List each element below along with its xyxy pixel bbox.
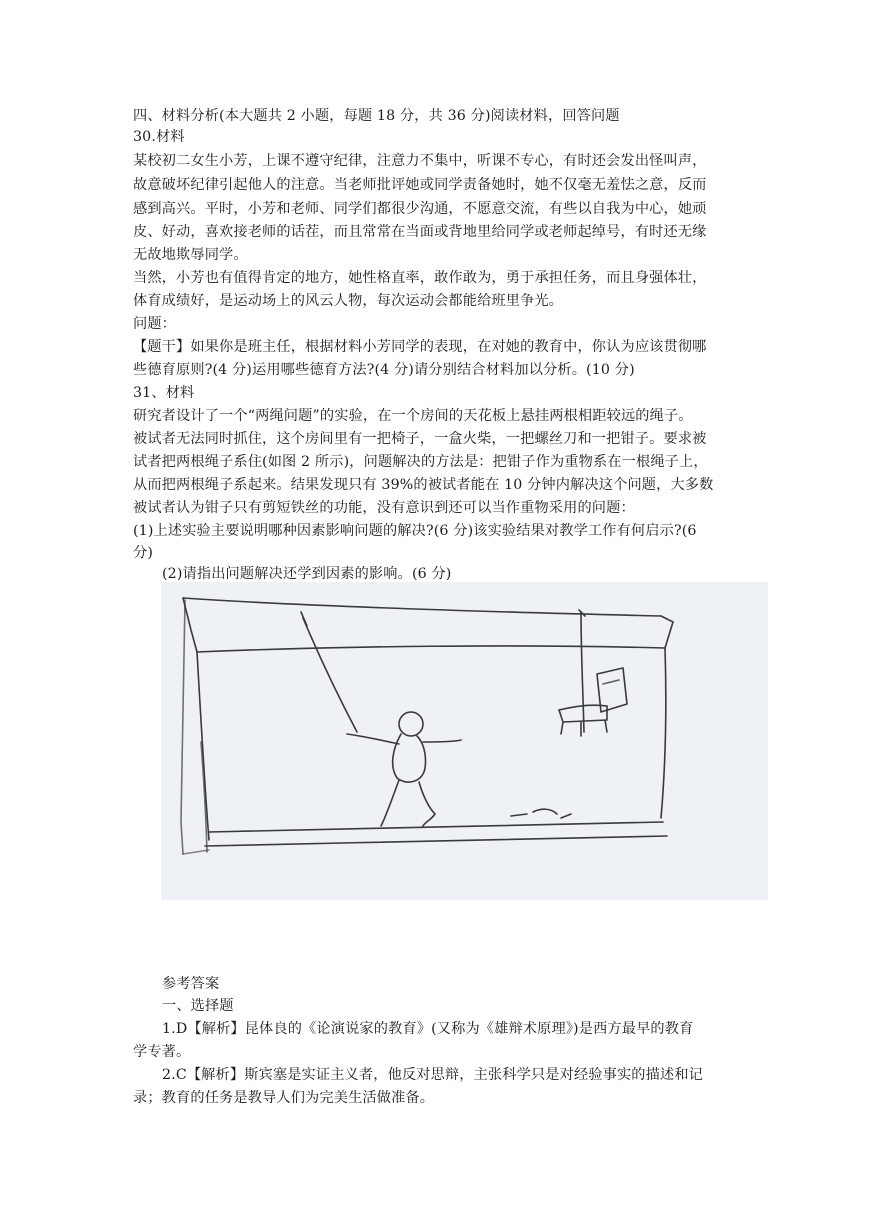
q31-para-line: 从而把两根绳子系起来。结果发现只有 39%的被试者能在 10 分钟内解决这个问题，大多数 [133,477,714,493]
q30-stem-line: 些德育原则?(4 分)运用哪些德育方法?(4 分)请分别结合材料加以分析。(10 分) [133,362,635,378]
answer-item-line: 学专著。 [133,1044,191,1060]
section-heading: 四、材料分析(本大题共 2 小题，每题 18 分，共 36 分)阅读材料，回答问题 [133,108,620,124]
q31-number: 31、材料 [133,385,195,401]
q30-para1-line: 某校初二女生小芳，上课不遵守纪律，注意力不集中，听课不专心，有时还会发出怪叫声， [133,153,707,169]
q30-para2-line: 当然，小芳也有值得肯定的地方，她性格直率，敢作敢为，勇于承担任务，而且身强体壮， [133,270,707,286]
answer-item-line: 录；教育的任务是教导人们为完美生活做准备。 [133,1090,435,1106]
q30-para2-line: 体育成绩好，是运动场上的风云人物，每次运动会都能给班里争光。 [133,293,564,309]
q30-stem-line: 【题干】如果你是班主任，根据材料小芳同学的表现，在对她的教育中，你认为应该贯彻哪 [133,339,707,355]
q30-para1-line: 皮、好动，喜欢接老师的话茬，而且常常在当面或背地里给同学或老师起绰号，有时还无缘 [133,224,707,240]
q31-para-line: 被试者认为钳子只有剪短铁丝的功能，没有意识到还可以当作重物采用的问题： [133,500,635,516]
q30-question-label: 问题： [133,316,177,332]
q30-para1-line: 故意破坏纪律引起他人的注意。当老师批评她或同学责备她时，她不仅毫无羞怯之意，反而 [133,177,707,193]
two-rope-experiment-figure [161,582,768,900]
q30-para1-line: 无故地欺辱同学。 [133,247,248,263]
q30-number: 30.材料 [133,129,185,145]
q31-para-line: 研究者设计了一个“两绳问题”的实验，在一个房间的天花板上悬挂两根相距较远的绳子。 [133,408,693,424]
two-rope-experiment-sketch-icon [161,582,768,900]
q30-para1-line: 感到高兴。平时，小芳和老师、同学们都很少沟通，不愿意交流，有些以自我为中心，她顽 [133,201,707,217]
q31-para-line: 被试者无法同时抓住，这个房间里有一把椅子，一盒火柴，一把螺丝刀和一把钳子。要求被 [133,431,707,447]
answers-heading: 参考答案 [162,976,220,992]
q31-sub1-line: (1)上述实验主要说明哪种因素影响问题的解决?(6 分)该实验结果对教学工作有何启示?(6 [133,523,697,539]
answer-item-line: 1.D【解析】昆体良的《论演说家的教育》(又称为《雄辩术原理》)是西方最早的教育 [162,1021,694,1037]
q31-sub2: (2)请指出问题解决还学到因素的影响。(6 分) [162,566,452,582]
q31-para-line: 试者把两根绳子系住(如图 2 所示)，问题解决的方法是：把钳子作为重物系在一根绳子上， [133,454,708,470]
answer-item-line: 2.C【解析】斯宾塞是实证主义者，他反对思辩，主张科学只是对经验事实的描述和记 [162,1067,703,1083]
q31-sub1-line: 分) [133,545,154,561]
answers-section: 一、选择题 [162,998,234,1014]
